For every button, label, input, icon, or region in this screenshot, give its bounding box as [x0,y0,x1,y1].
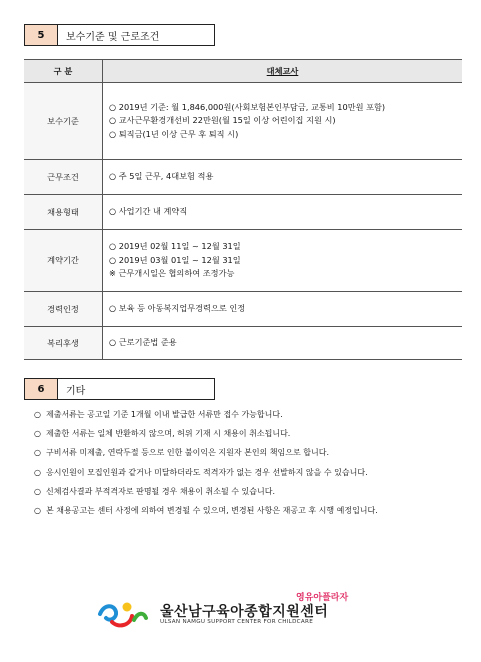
notes-list [34,405,474,520]
row-label: 경력인정 [24,292,103,327]
header-position: 대체교사 [103,60,463,83]
row-line: ○ 2019년 02월 11일 ~ 12월 31일 [109,241,241,252]
table-row [24,230,462,292]
table-header-row [24,60,462,83]
row-line: ○ 사업기간 내 계약직 [109,206,188,217]
note-text: 제출한 서류는 일체 반환하지 않으며, 허위 기재 시 채용이 취소됩니다. [46,429,291,439]
row-label: 보수기준 [24,83,103,160]
list-item [34,501,474,520]
bullet: ○ [34,467,41,477]
section-6-header [24,378,215,400]
bullet: ○ [34,429,41,439]
bullet: ○ [34,506,41,516]
note-text: 응시인원이 모집인원과 같거나 미달하더라도 적격자가 없는 경우 선발하지 않을 수 있습니다. [46,467,368,477]
logo-icon [96,598,148,628]
list-item [34,405,474,424]
section-5-header [24,24,215,46]
note-text: 구비서류 미제출, 연락두절 등으로 인한 불이익은 지원자 본인의 책임으로 합니다. [46,448,329,458]
table-row [24,160,462,195]
section-6-title: 기타 [58,378,215,400]
conditions-table [24,59,462,360]
row-line: ○ 2019년 기준: 월 1,846,000원(사회보험본인부담금, 교통비 10만원 포함) [109,101,386,112]
list-item [34,424,474,443]
row-line: ○ 교사근무환경개선비 22만원(월 15일 이상 어린이집 지원 시) [109,115,336,126]
list-item [34,463,474,482]
center-logo [96,590,396,634]
header-category: 구 분 [24,60,103,83]
bullet: ○ [34,448,41,458]
bullet: ○ [34,410,41,419]
bullet: ○ [34,486,41,496]
row-label: 계약기간 [24,230,103,292]
row-line: ○ 주 5일 근무, 4대보험 적용 [109,171,214,182]
row-label: 복리후생 [24,327,103,360]
note-text: 신체검사결과 부적격자로 판명될 경우 채용이 취소될 수 있습니다. [46,486,275,496]
row-line: ○ 2019년 03월 01일 ~ 12월 31일 [109,254,241,265]
section-5-title: 보수기준 및 근로조건 [58,24,215,46]
table-row [24,195,462,230]
table-row [24,327,462,360]
row-line: ○ 근로기준법 준용 [109,337,177,348]
row-label: 채용형태 [24,195,103,230]
table-row [24,83,462,160]
row-line: ※ 근무개시일은 협의하여 조정가능 [109,268,235,279]
section-6-number: 6 [24,378,58,400]
row-line: ○ 퇴직금(1년 이상 근무 후 퇴직 시) [109,128,239,139]
note-text: 본 채용공고는 센터 사정에 의하여 변경될 수 있으며, 변경된 사항은 재공고 후 시행 예정입니다. [46,506,378,516]
row-line: ○ 보육 등 아동복지업무경력으로 인정 [109,303,246,314]
list-item [34,482,474,501]
list-item [34,443,474,462]
logo-subtitle: 영유아플라자 [296,593,349,603]
logo-korean-name: 울산남구육아종합지원센터 [160,604,329,620]
section-5-number: 5 [24,24,58,46]
row-label: 근무조건 [24,160,103,195]
logo-english-name: ULSAN NAMGU SUPPORT CENTER FOR CHILDCARE [160,619,314,625]
note-text: 제출서류는 공고일 기준 1개월 이내 발급한 서류만 접수 가능합니다. [46,410,283,419]
table-row [24,292,462,327]
